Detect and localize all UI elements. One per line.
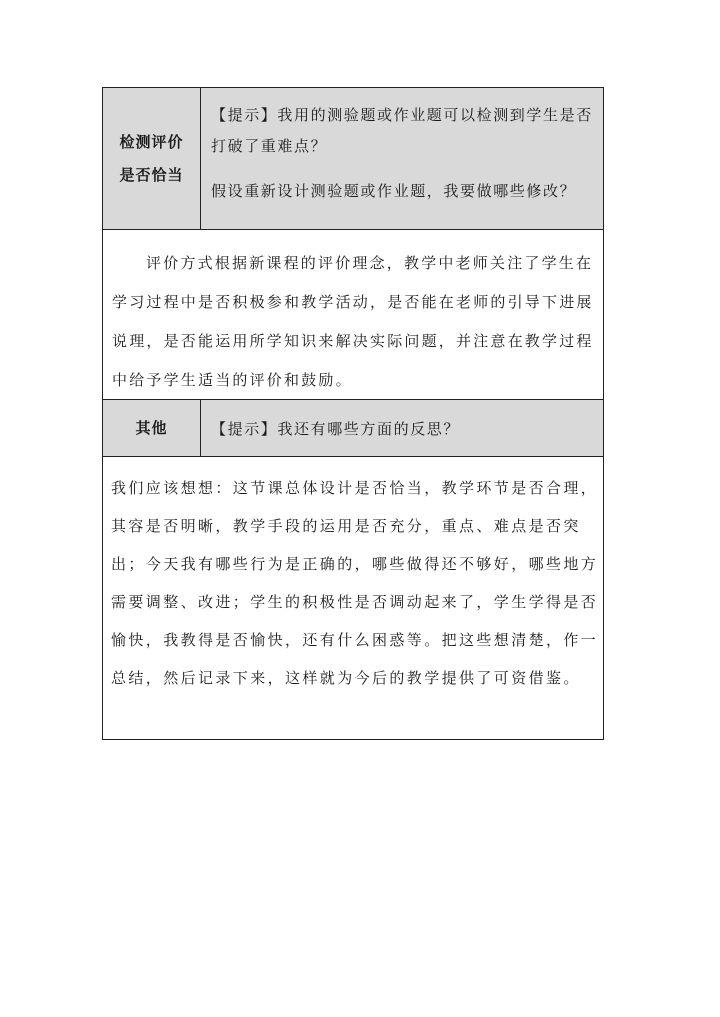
assessment-content-row: [103, 230, 603, 400]
reflection-table: [102, 87, 604, 740]
assessment-label-line1: 检测评价: [119, 132, 184, 151]
assessment-content-cell: [103, 230, 603, 399]
assessment-content-text: 评价方式根据新课程的评价理念，教学中老师关注了学生在学习过程中是否积极参和教学活动，是否能在老师的引导下进展说理，是否能运用所学知识来解决实际问题，并注意在教学过程中给予学生适当的评价和鼓励。: [112, 254, 594, 389]
other-label: 其他: [135, 418, 168, 437]
other-content-text: 我们应该想想：这节课总体设计是否恰当，教学环节是否合理，其容是否明晰，教学手段的运用是否充分，重点、难点是否突出；今天我有哪些行为是正确的，哪些做得还不够好，哪些地方需要调整、改进；学生的积极性是否调动起来了，学生学得是否愉快，我教得是否愉快，还有什么困惑等。把这些想清楚，作一总结，然后记录下来，这样就为今后的教学提供了可资借鉴。: [111, 479, 599, 687]
other-content-cell: [103, 457, 603, 739]
assessment-header-row: [103, 88, 603, 230]
assessment-hint-1: 【提示】我用的测验题或作业题可以检测到学生是否打破了重难点？: [211, 106, 593, 155]
other-content-row: [103, 457, 603, 739]
other-hint: 【提示】我还有哪些方面的反思？: [211, 420, 461, 438]
assessment-label-cell: [103, 88, 201, 229]
other-label-cell: [103, 400, 201, 456]
assessment-hint-2: 假设重新设计测验题或作业题，我要做哪些修改？: [211, 182, 577, 200]
assessment-label-line2: 是否恰当: [119, 165, 184, 184]
other-header-row: [103, 400, 603, 457]
assessment-hint-cell: [201, 88, 603, 229]
other-hint-cell: [201, 400, 603, 456]
